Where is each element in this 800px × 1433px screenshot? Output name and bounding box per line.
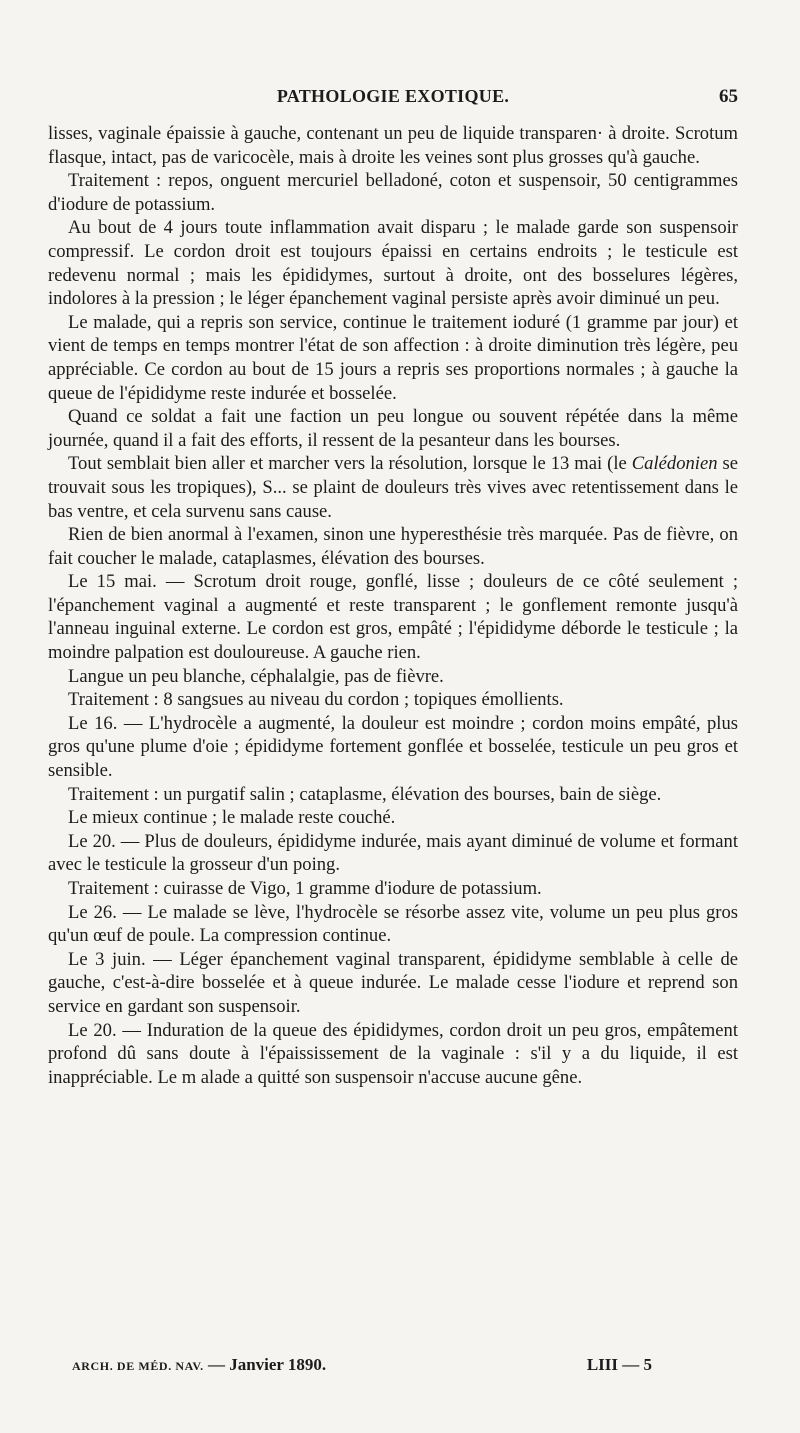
journal-abbrev: ARCH. DE MÉD. NAV. <box>72 1359 204 1373</box>
footer-citation <box>72 1355 326 1375</box>
paragraph: Le 20. — Induration de la queue des épididymes, cordon droit un peu gros, empâtement profond dû sans doute à l'épaississement de la vaginale : s'il y a du liquide, il est inappréciable. Le m alade a quitté son suspensoir n'accuse aucune gêne. <box>48 1019 738 1088</box>
paragraph: Traitement : un purgatif salin ; cataplasme, élévation des bourses, bain de siège. <box>68 783 662 805</box>
paragraph: Rien de bien anormal à l'examen, sinon une hyperesthésie très marquée. Pas de fièvre, on fait coucher le malade, cataplasmes, élévation des bourses. <box>48 524 738 569</box>
paragraph: Le 20. — Plus de douleurs, épididyme indurée, mais ayant diminué de volume et formant avec le testicule la grosseur d'un poing. <box>48 830 738 876</box>
paragraph: Traitement : cuirasse de Vigo, 1 gramme d'iodure de potassium. <box>68 878 542 899</box>
ship-name: Calédonien <box>631 453 718 475</box>
paragraph: Le 15 mai. — Scrotum droit rouge, gonflé, lisse ; douleurs de ce côté seulement ; l'épanchement vaginal a augmenté et reste transparent ; le gonflement remonte jusqu'à l'anneau inguinal externe. Le cordon est gros, empâté ; l'épididyme déborde le testicule ; la moindre palpation est douloureuse. A gauche rien. <box>48 571 738 664</box>
page-number: 65 <box>719 86 738 107</box>
body-text <box>48 122 738 1089</box>
paragraph: Le 16. — L'hydrocèle a augmenté, la douleur est moindre ; cordon moins empâté, plus gros qu'une plume d'oie ; épididyme fortement gonflée et bosselée, testicule un peu gros et sensible. <box>48 712 738 782</box>
paragraph: Traitement : 8 sangsues au niveau du cordon ; topiques émollients. <box>68 689 564 711</box>
page-header <box>48 86 738 112</box>
paragraph: Au bout de 4 jours toute inflammation avait disparu ; le malade garde son suspensoir compressif. Le cordon droit est toujours épaissi en certains endroits ; le testicule est redevenu normal ; mais les épididymes, surtout à droite, ont des bosselures légères, indolores à la pression ; le léger épanchement vaginal persiste après avoir diminué un peu. <box>48 217 738 310</box>
paragraph: Le 26. — Le malade se lève, l'hydrocèle se résorbe assez vite, volume un peu plus gros qu'un œuf de poule. La compression continue. <box>48 901 738 947</box>
paragraph: Traitement : repos, onguent mercuriel belladoné, coton et suspensoir, 50 centigrammes d'iodure de potassium. <box>48 170 738 215</box>
paragraph: Le mieux continue ; le malade reste couché. <box>68 807 396 829</box>
paragraph-text: se trouvait sous les tropiques), S... se plaint de douleurs très vives avec retentissement dans le bas ventre, et cela survenu sans cause. <box>48 453 738 522</box>
paragraph-text: Tout semblait bien aller et marcher vers la résolution, lorsque le 13 mai (le <box>68 453 632 475</box>
paragraph: Langue un peu blanche, céphalalgie, pas de fièvre. <box>68 665 444 687</box>
paragraph: Quand ce soldat a fait une faction un peu longue ou souvent répétée dans la même journée, quand il a fait des efforts, il ressent de la pesanteur dans les bourses. <box>48 406 738 451</box>
paragraph: Le malade, qui a repris son service, continue le traitement ioduré (1 gramme par jour) et vient de temps en temps montrer l'état de son affection : à droite diminution très légère, peu appréciable. Ce cordon au bout de 15 jours a repris ses proportions normales ; à gauche la queue de l'épididyme reste indurée et bosselée. <box>48 311 738 404</box>
paragraph <box>48 452 738 523</box>
sheet-signature: LIII — 5 <box>586 1355 652 1374</box>
paragraph: Le 3 juin. — Léger épanchement vaginal transparent, épididyme semblable à celle de gauche, c'est-à-dire bosselée et à queue indurée. Le malade cesse l'iodure et reprend son service en gardant son suspensoir. <box>48 948 738 1017</box>
running-title: PATHOLOGIE EXOTIQUE. <box>276 86 510 106</box>
paragraph: lisses, vaginale épaissie à gauche, contenant un peu de liquide transparen· à droite. Scrotum flasque, intact, pas de varicocèle, mais à droite les veines sont plus grosses qu'à gauche. <box>48 123 738 168</box>
page-footer <box>72 1355 692 1379</box>
issue-date: — Janvier 1890. <box>203 1355 327 1374</box>
